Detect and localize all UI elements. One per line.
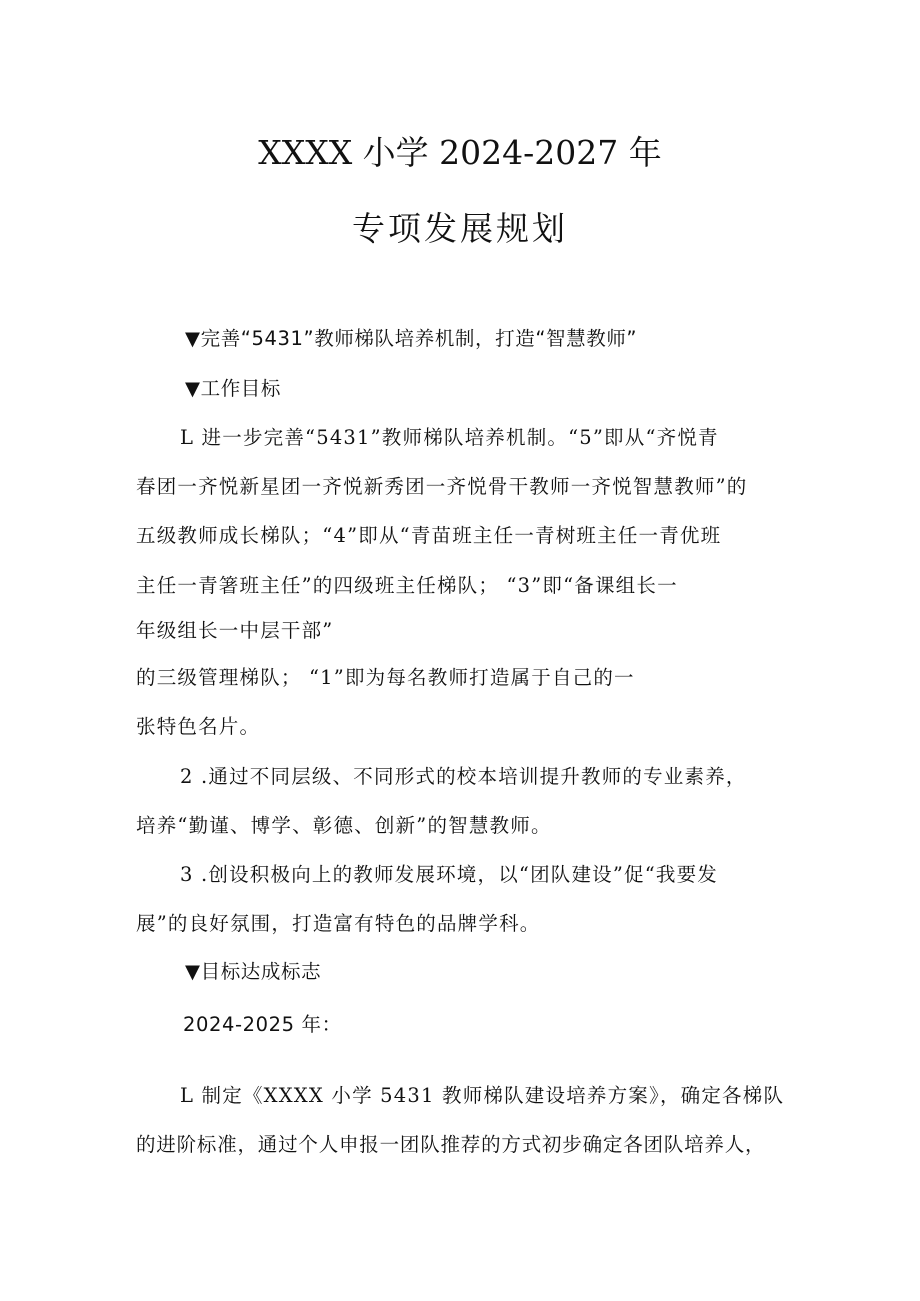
paragraph-line: 张特色名片。	[136, 715, 261, 738]
document-title-line-2: 专项发展规划	[352, 209, 568, 248]
paragraph-line: 春团一齐悦新星团一齐悦新秀团一齐悦骨干教师一齐悦智慧教师”的	[136, 475, 748, 498]
paragraph-line: 的三级管理梯队； “1”即为每名教师打造属于自己的一	[136, 666, 635, 689]
section-heading-teacher-mechanism: ▼完善“5431”教师梯队培养机制，打造“智慧教师”	[185, 327, 638, 350]
paragraph-line: 展”的良好氛围，打造富有特色的品牌学科。	[136, 912, 541, 935]
document-title-line-1: XXXX 小学 2024-2027 年	[258, 133, 662, 172]
section-heading-target-markers: ▼目标达成标志	[185, 960, 322, 983]
section-heading-work-goals: ▼工作目标	[185, 377, 281, 400]
paragraph-line: L 制定《XXXX 小学 5431 教师梯队建设培养方案》，确定各梯队	[180, 1084, 785, 1107]
paragraph-line: 年级组长一中层干部”	[136, 619, 334, 642]
paragraph-line: 的进阶标准，通过个人申报一团队推荐的方式初步确定各团队培养人，	[136, 1133, 766, 1156]
paragraph-line: 2 .通过不同层级、不同形式的校本培训提升教师的专业素养，	[180, 765, 747, 788]
paragraph-line: 3 .创设积极向上的教师发展环境，以“团队建设”促“我要发	[180, 863, 719, 886]
paragraph-line: L 进一步完善“5431”教师梯队培养机制。“5”即从“齐悦青	[180, 426, 719, 449]
paragraph-line: 主任一青箸班主任”的四级班主任梯队； “3”即“备课组长一	[136, 574, 678, 597]
paragraph-line: 五级教师成长梯队；“4”即从“青苗班主任一青树班主任一青优班	[136, 524, 722, 547]
year-heading: 2024-2025 年：	[183, 1013, 342, 1036]
paragraph-line: 培养“勤谨、博学、彰德、创新”的智慧教师。	[136, 814, 552, 837]
